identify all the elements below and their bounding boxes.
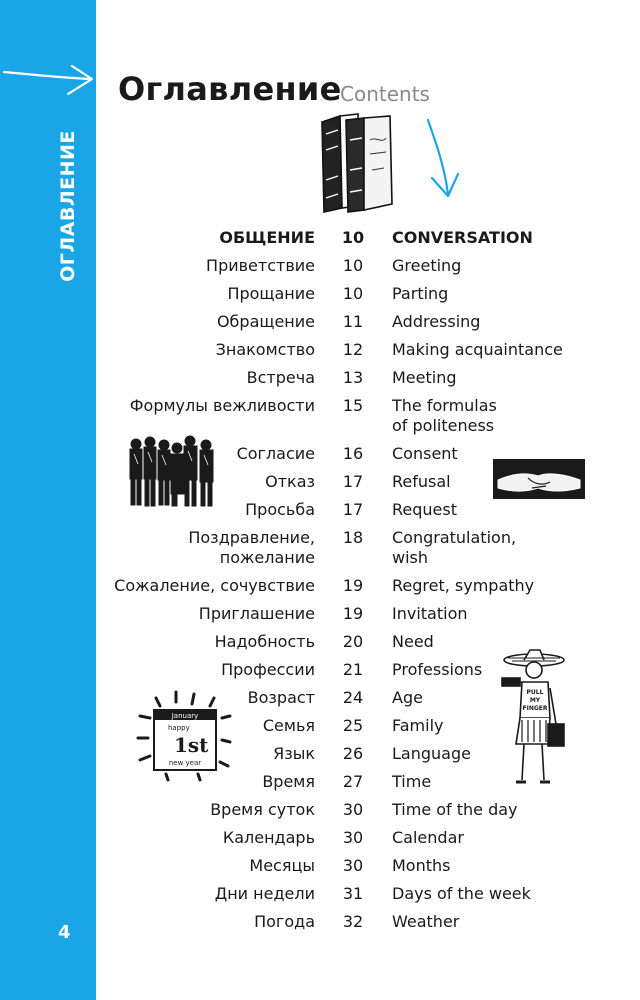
entry-title-en: Congratulation, <box>392 528 517 547</box>
entry-title-en: Time <box>392 772 432 791</box>
entry-title-en: Time of the day <box>392 800 518 819</box>
entry-title-ru: Приветствие <box>206 256 315 275</box>
entry-title-ru: Согласие <box>236 444 315 463</box>
entry-title-en: Making acquaintance <box>392 340 563 359</box>
calendar-date-text: 1st <box>174 733 209 757</box>
entry-page: 17 <box>342 472 364 491</box>
toc-entry[interactable] <box>0 912 640 940</box>
entry-title-en: Greeting <box>392 256 462 275</box>
calendar-illustration <box>136 690 232 782</box>
entry-page: 20 <box>342 632 364 651</box>
entry-title-en: Days of the week <box>392 884 531 903</box>
entry-title-en: The formulas <box>392 396 497 415</box>
entry-title-ru: Обращение <box>216 312 315 331</box>
toc-entry[interactable] <box>0 800 640 828</box>
section-page: 10 <box>341 228 365 247</box>
toc-entry[interactable] <box>0 312 640 340</box>
tourist-shirt-line1: PULL <box>526 689 544 696</box>
entry-title-en: Weather <box>392 912 460 931</box>
hand-drawn-arrow-right-icon <box>2 62 98 98</box>
hand-drawn-arrow-down-icon <box>424 118 464 202</box>
entry-page: 30 <box>342 800 364 819</box>
entry-page: 15 <box>342 396 364 415</box>
entry-title-ru-line2: пожелание <box>219 548 315 567</box>
section-title-ru: ОБЩЕНИЕ <box>219 228 315 247</box>
tourist-shirt-line3: FINGER <box>522 705 548 712</box>
entry-title-en: Language <box>392 744 471 763</box>
entry-title-en: Meeting <box>392 368 457 387</box>
calendar-month-text: January <box>171 712 199 720</box>
page-number: 4 <box>58 922 71 943</box>
entry-title-ru: Встреча <box>246 368 315 387</box>
entry-title-ru: Формулы вежливости <box>129 396 315 415</box>
entry-page: 19 <box>342 576 364 595</box>
toc-entry[interactable] <box>0 368 640 396</box>
entry-title-ru: Погода <box>254 912 315 931</box>
entry-title-en: Age <box>392 688 423 707</box>
entry-title-en: Parting <box>392 284 449 303</box>
entry-page: 17 <box>342 500 364 519</box>
entry-title-ru: Поздравление, <box>188 528 315 547</box>
toc-entry[interactable] <box>0 396 640 444</box>
sidebar-title: ОГЛАВЛЕНИЕ <box>57 130 79 282</box>
entry-title-en: Need <box>392 632 434 651</box>
toc-entry[interactable] <box>0 256 640 284</box>
entry-page: 19 <box>342 604 364 623</box>
page-title: Оглавление <box>118 70 342 108</box>
entry-title-en-line2: wish <box>392 548 429 567</box>
entry-title-ru: Время суток <box>210 800 315 819</box>
toc-entry[interactable] <box>0 884 640 912</box>
entry-page: 24 <box>342 688 364 707</box>
entry-title-en: Calendar <box>392 828 464 847</box>
entry-page: 10 <box>342 256 364 275</box>
entry-page: 26 <box>342 744 364 763</box>
books-illustration <box>318 110 396 216</box>
handshake-illustration <box>492 458 586 500</box>
entry-page: 31 <box>342 884 364 903</box>
entry-title-en-line2: of politeness <box>392 416 495 435</box>
entry-title-en: Invitation <box>392 604 468 623</box>
entry-page: 27 <box>342 772 364 791</box>
entry-page: 30 <box>342 828 364 847</box>
entry-title-ru: Сожаление, сочувствие <box>114 576 315 595</box>
entry-page: 10 <box>342 284 364 303</box>
toc-entry[interactable] <box>0 828 640 856</box>
entry-page: 16 <box>342 444 364 463</box>
entry-title-en: Professions <box>392 660 483 679</box>
toc-entry[interactable] <box>0 284 640 312</box>
entry-title-ru: Язык <box>273 744 315 763</box>
entry-title-en: Family <box>392 716 444 735</box>
entry-title-ru: Семья <box>262 716 315 735</box>
entry-title-ru: Календарь <box>222 828 315 847</box>
entry-title-en: Refusal <box>392 472 451 491</box>
toc-entry[interactable] <box>0 604 640 632</box>
entry-title-en: Months <box>392 856 451 875</box>
entry-title-ru: Время <box>262 772 315 791</box>
entry-page: 32 <box>342 912 364 931</box>
toc-entry[interactable] <box>0 856 640 884</box>
people-group-illustration <box>126 434 220 510</box>
toc-entry[interactable] <box>0 576 640 604</box>
entry-title-ru: Приглашение <box>198 604 315 623</box>
entry-title-ru: Прощание <box>227 284 315 303</box>
entry-page: 11 <box>342 312 364 331</box>
entry-title-en: Request <box>392 500 457 519</box>
entry-title-ru: Надобность <box>214 632 315 651</box>
tourist-shirt-line2: MY <box>529 697 541 704</box>
entry-page: 13 <box>342 368 364 387</box>
toc-entry[interactable] <box>0 500 640 528</box>
entry-title-ru: Просьба <box>245 500 315 519</box>
entry-title-ru: Возраст <box>247 688 315 707</box>
tourist-illustration <box>496 648 566 796</box>
entry-title-en: Regret, sympathy <box>392 576 535 595</box>
entry-title-ru: Отказ <box>265 472 315 491</box>
calendar-happy-text: happy <box>168 724 190 732</box>
entry-page: 21 <box>342 660 364 679</box>
toc-entry[interactable] <box>0 528 640 576</box>
page-subtitle: Contents <box>340 82 430 106</box>
entry-title-en: Consent <box>392 444 458 463</box>
entry-title-ru: Знакомство <box>215 340 315 359</box>
section-title-en: CONVERSATION <box>392 228 533 247</box>
entry-title-ru: Дни недели <box>214 884 315 903</box>
calendar-newyear-text: new year <box>168 759 202 767</box>
entry-title-ru: Месяцы <box>249 856 315 875</box>
entry-page: 12 <box>342 340 364 359</box>
entry-page: 18 <box>342 528 364 547</box>
entry-page: 30 <box>342 856 364 875</box>
entry-page: 25 <box>342 716 364 735</box>
toc-section-row[interactable] <box>0 228 640 256</box>
entry-title-ru: Профессии <box>221 660 315 679</box>
entry-title-en: Addressing <box>392 312 481 331</box>
toc-entry[interactable] <box>0 340 640 368</box>
